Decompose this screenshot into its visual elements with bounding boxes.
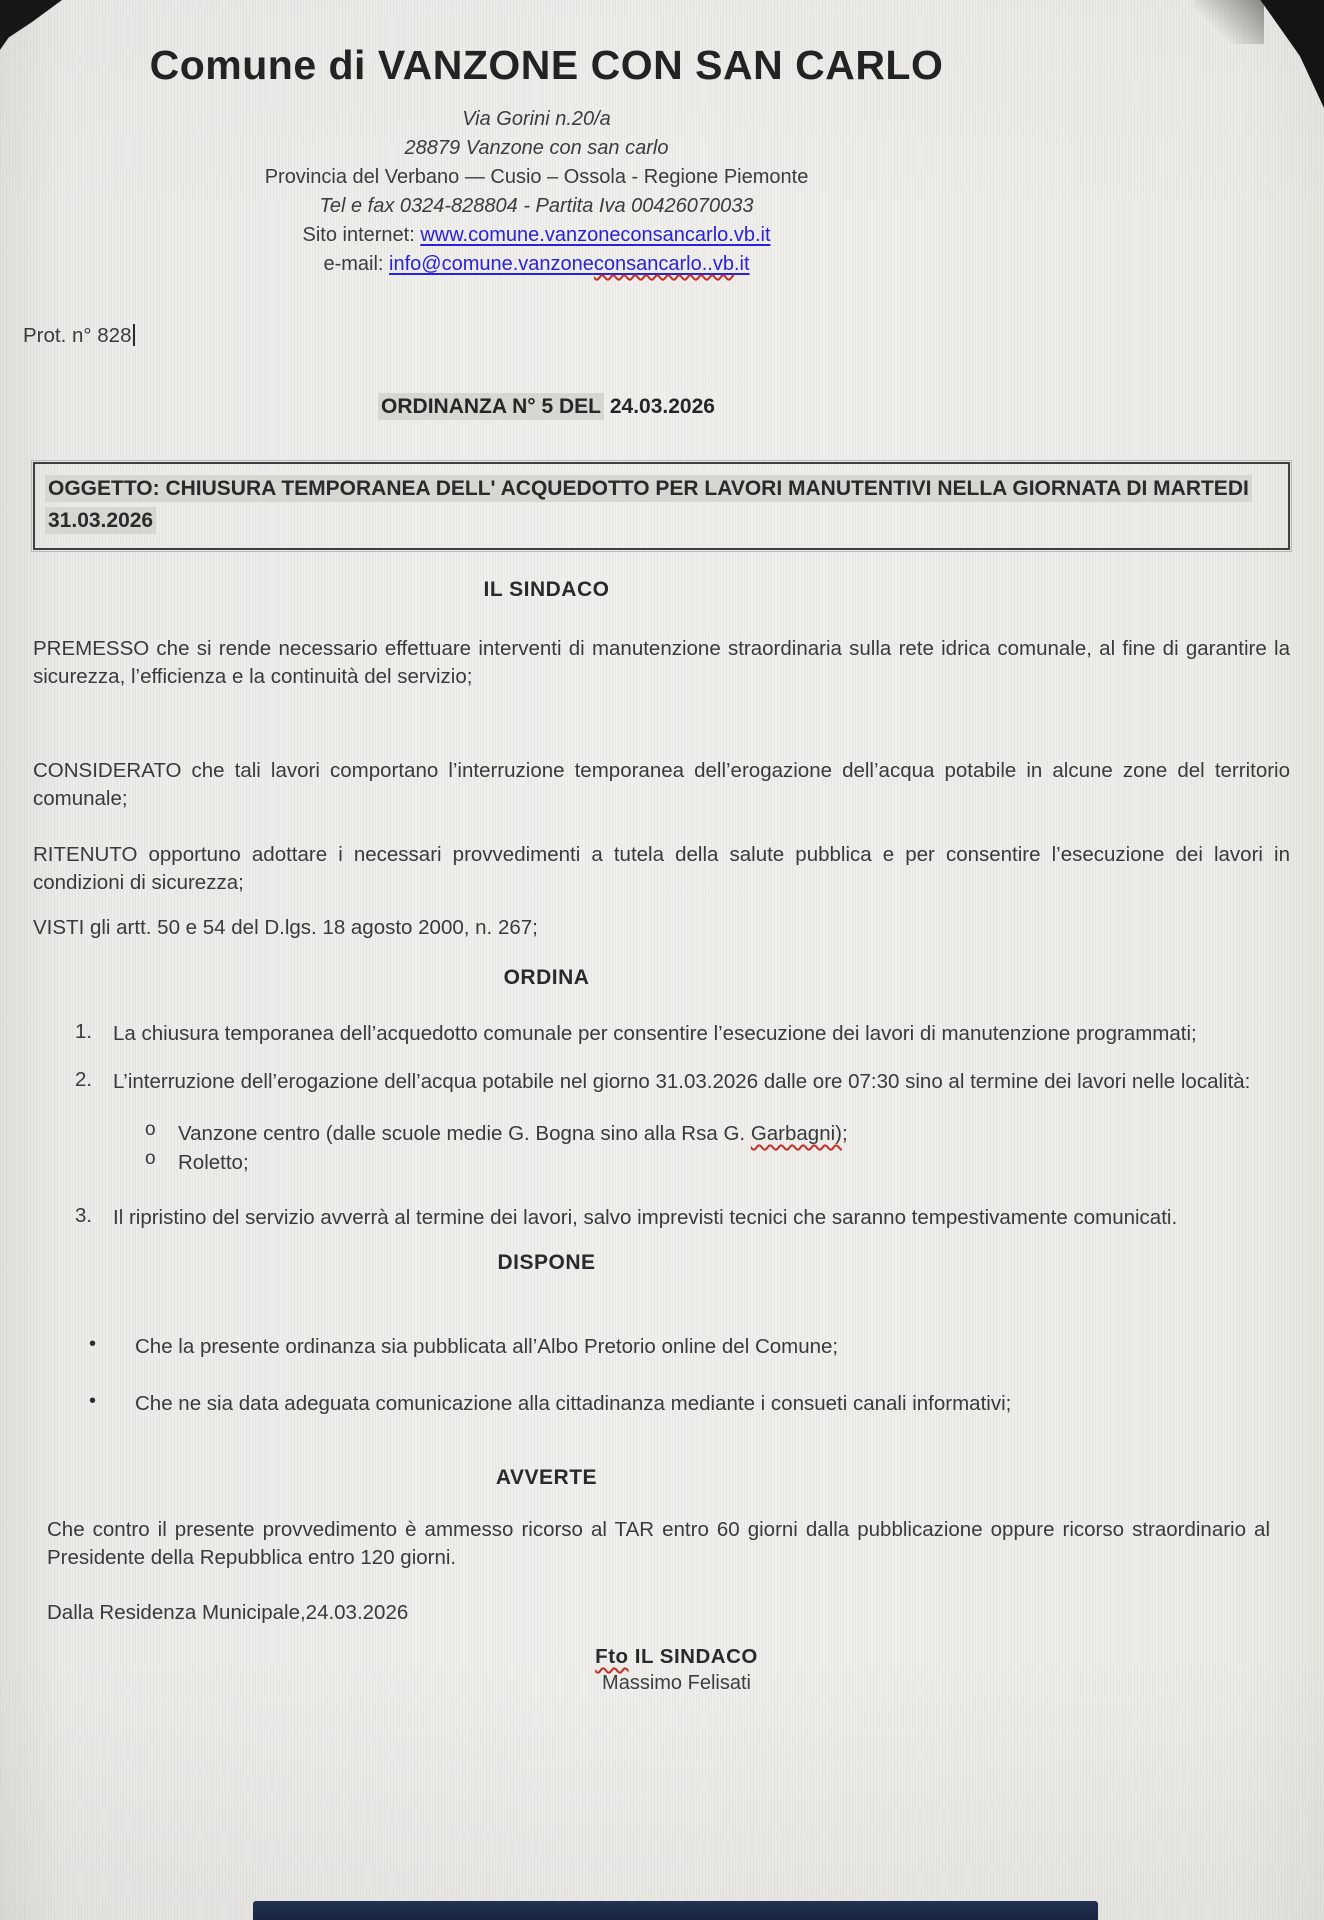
signature-role: IL SINDACO bbox=[628, 1645, 758, 1668]
bullet: • bbox=[89, 1333, 97, 1355]
address-street: Via Gorini n.20/a bbox=[462, 108, 611, 130]
email-line bbox=[33, 250, 1040, 279]
address-city: 28879 Vanzone con san carlo bbox=[404, 137, 669, 159]
signature-role-line bbox=[63, 1645, 1290, 1669]
subject-box bbox=[33, 462, 1290, 550]
localita-item-vanzone: o Vanzone centro (dalle scuole medie G. Bogna sino alla Rsa G. Garbagni); bbox=[33, 1119, 1290, 1148]
address-tel-piva: Tel e fax 0324-828804 - Partita Iva 00426070033 bbox=[319, 195, 754, 217]
ordinance-title bbox=[33, 395, 1060, 419]
sub-bullet: o bbox=[145, 1119, 156, 1140]
subject-text: OGGETTO: CHIUSURA TEMPORANEA DELL' ACQUEDOTTO PER LAVORI MANUTENTIVI NELLA GIORNATA DI MARTEDI 31.03.2026 bbox=[45, 475, 1252, 534]
fto-abbreviation: Fto bbox=[595, 1645, 629, 1668]
municipality-title: Comune di VANZONE CON SAN CARLO bbox=[149, 42, 944, 88]
letterhead-address-block bbox=[33, 105, 1040, 279]
dispone-item-1: • Che la presente ordinanza sia pubblicata all’Albo Pretorio online del Comune; bbox=[33, 1333, 1290, 1361]
paragraph-considerato: CONSIDERATO che tali lavori comportano l’interruzione temporanea dell’erogazione dell’acqua potabile in alcune zone del territorio comunale; bbox=[33, 759, 1290, 810]
website-label: Sito internet: bbox=[302, 224, 421, 246]
heading-avverte: AVVERTE bbox=[495, 1466, 598, 1489]
misspelled-word: Garbagni) bbox=[750, 1122, 842, 1145]
bullet: • bbox=[89, 1390, 97, 1412]
heading-il-sindaco: IL SINDACO bbox=[483, 578, 610, 601]
email-label: e-mail: bbox=[323, 253, 390, 275]
paragraph-avverte: Che contro il presente provvedimento è ammesso ricorso al TAR entro 60 giorni dalla pubblicazione oppure ricorso straordinario al Presidente della Repubblica entro 120 giorni. bbox=[47, 1518, 1270, 1569]
heading-dispone: DISPONE bbox=[497, 1251, 596, 1274]
address-province: Provincia del Verbano — Cusio – Ossola - Regione Piemonte bbox=[264, 166, 809, 188]
website-link[interactable]: www.comune.vanzoneconsancarlo.vb.it bbox=[420, 224, 771, 246]
ordina-item-3: 3. Il ripristino del servizio avverrà al termine dei lavori, salvo imprevisti tecnici che saranno tempestivamente comunicati. bbox=[33, 1204, 1290, 1232]
dispone-item-2: • Che ne sia data adeguata comunicazione alla cittadinanza mediante i consueti canali informativi; bbox=[33, 1390, 1290, 1418]
paragraph-premesso: PREMESSO che si rende necessario effettuare interventi di manutenzione straordinaria sulla rete idrica comunale, al fine di garantire la sicurezza, l’efficienza e la continuità del servizio; bbox=[33, 637, 1290, 688]
list-number: 3. bbox=[75, 1204, 93, 1227]
email-part-pre: info@comune.vanzone bbox=[389, 253, 594, 275]
photo-corner-shade bbox=[1194, 0, 1264, 44]
ordinance-title-highlighted: ORDINANZA N° 5 DEL bbox=[378, 393, 604, 420]
signature-block bbox=[63, 1645, 1290, 1695]
heading-ordina: ORDINA bbox=[503, 966, 590, 989]
email-link[interactable] bbox=[389, 253, 750, 275]
signature-name: Massimo Felisati bbox=[602, 1672, 751, 1694]
ordina-item-2: 2. L’interruzione dell’erogazione dell’acqua potabile nel giorno 31.03.2026 dalle ore 07:30 sino al termine dei lavori nelle località: bbox=[33, 1068, 1290, 1096]
localita-item-roletto: o Roletto; bbox=[33, 1148, 1290, 1177]
taskbar-edge bbox=[253, 1901, 1098, 1920]
text-cursor bbox=[133, 324, 135, 346]
list-number: 1. bbox=[75, 1020, 93, 1043]
email-part-misspelled: consancarlo..vb bbox=[593, 253, 734, 275]
ordina-item-1: 1. La chiusura temporanea dell’acquedotto comunale per consentire l’esecuzione dei lavori di manutenzione programmati; bbox=[33, 1020, 1290, 1048]
email-part-post: .it bbox=[733, 253, 750, 275]
list-number: 2. bbox=[75, 1068, 93, 1091]
ordinance-date: 24.03.2026 bbox=[604, 395, 715, 418]
paragraph-visti: VISTI gli artt. 50 e 54 del D.lgs. 18 agosto 2000, n. 267; bbox=[33, 916, 538, 939]
paragraph-ritenuto: RITENUTO opportuno adottare i necessari provvedimenti a tutela della salute pubblica e per consentire l’esecuzione dei lavori in condizioni di sicurezza; bbox=[33, 843, 1290, 894]
sub-bullet: o bbox=[145, 1148, 156, 1169]
place-and-date: Dalla Residenza Municipale,24.03.2026 bbox=[47, 1601, 409, 1624]
website-line bbox=[33, 221, 1040, 250]
protocol-number: Prot. n° 828 bbox=[23, 324, 1290, 348]
